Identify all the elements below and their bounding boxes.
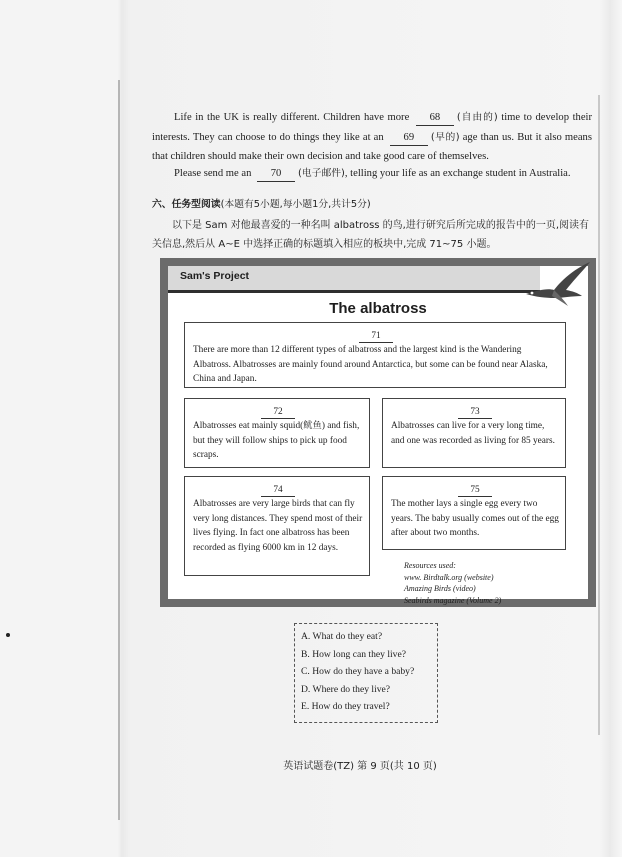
options-box <box>294 623 438 723</box>
blank-72: 72 <box>261 407 295 419</box>
box-text: Albatrosses are very large birds that can fly very long distances. They spend most of their lives flying. In fact one albatross has been recorded as flying 6000 km in 12 days. <box>193 499 363 553</box>
box-71 <box>184 322 566 388</box>
section-title: 六、任务型阅读 <box>152 199 221 210</box>
section-note: (本题有5小题,每小题1分,共计5分) <box>220 199 371 210</box>
resource-item: Amazing Birds (video) <box>404 584 476 593</box>
box-text: Albatrosses eat mainly squid(鱿鱼) and fish, but they will follow ships to pick up food scraps. <box>193 421 360 461</box>
blank-69: 69 <box>390 131 428 146</box>
project-title: The albatross <box>329 300 427 317</box>
option-d: D. Where do they live? <box>301 683 391 695</box>
box-75 <box>382 476 566 550</box>
project-header-bar <box>168 266 540 293</box>
hint-68: (自由的) <box>456 112 498 123</box>
passage-text: , telling your life as an exchange student in Australia. <box>344 168 571 179</box>
blank-74: 74 <box>261 485 295 497</box>
box-72 <box>184 398 370 468</box>
blank-75: 75 <box>458 485 492 497</box>
box-text: Albatrosses can live for a very long time, and one was recorded as living for 85 years. <box>391 421 555 446</box>
passage-text: Please send me an <box>174 168 252 179</box>
hint-69: (早的) <box>430 131 460 143</box>
passage-text: age than us. But it also means that children should make their own decision and take good care of themselves. <box>152 131 592 162</box>
resources-heading: Resources used: <box>404 561 456 570</box>
hint-70: (电子邮件) <box>298 168 345 179</box>
box-text: There are more than 12 different types of albatross and the largest kind is the Wandering Albatross. Albatrosses are mainly found around Antarctica, but some can be found near Alaska, China and Japan. <box>193 345 548 385</box>
passage-paragraph-1 <box>152 108 592 167</box>
page-footer: 英语试题卷(TZ) 第 9 页(共 10 页) <box>283 761 437 772</box>
resource-item: www. Birdtalk.org (website) <box>404 572 494 582</box>
passage-text: time to develop their interests. They can choose to do things they like at an <box>152 112 593 143</box>
blank-73: 73 <box>458 407 492 419</box>
project-inner <box>168 266 588 605</box>
project-label: Sam's Project <box>180 270 250 282</box>
blank-68: 68 <box>416 111 454 126</box>
passage-paragraph-2 <box>152 164 592 184</box>
blank-70: 70 <box>257 167 295 182</box>
box-74 <box>184 476 370 576</box>
resources-list <box>404 560 584 606</box>
section-instructions <box>152 216 594 254</box>
blank-71: 71 <box>359 331 393 343</box>
passage-text: Life in the UK is really different. Children have more <box>174 112 410 123</box>
section-heading <box>152 196 371 210</box>
page-fold-right <box>598 95 600 735</box>
scan-mark <box>6 633 10 637</box>
box-text: The mother lays a single egg every two years. The baby usually comes out of the egg after about two months. <box>391 499 559 539</box>
instructions-text: 以下是 Sam 对他最喜爱的一种名叫 albatross 的鸟,进行研究后所完成的报告中的一页,阅读有关信息,然后从 A~E 中选择正确的标题填入相应的板块中,完成 71~75 小题。 <box>152 220 590 250</box>
option-e: E. How do they travel? <box>301 701 390 713</box>
exam-page <box>122 80 598 840</box>
page-fold-left <box>118 80 120 820</box>
option-c: C. How do they have a baby? <box>301 666 415 678</box>
option-a: A. What do they eat? <box>301 631 383 642</box>
project-panel <box>160 258 596 607</box>
box-73 <box>382 398 566 468</box>
resource-item: Seabirds magazine (Volume 2) <box>404 595 502 605</box>
option-b: B. How long can they live? <box>301 648 406 660</box>
